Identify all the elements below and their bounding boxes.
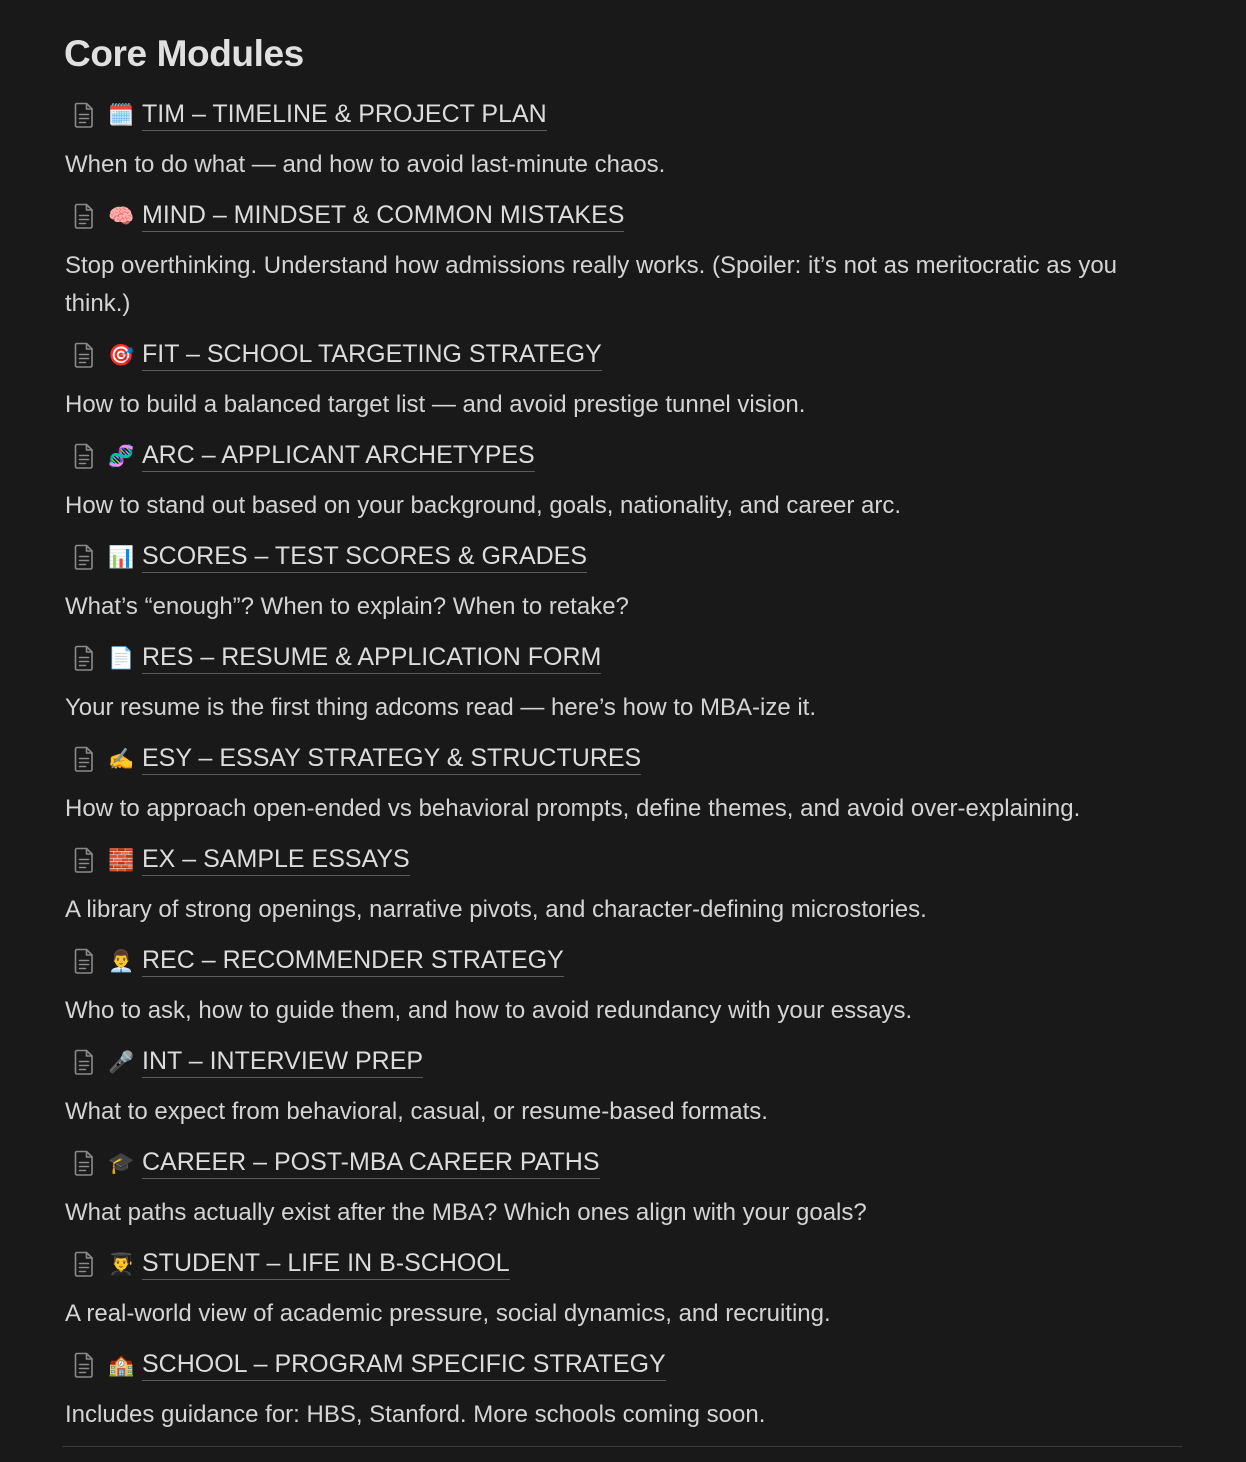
module-item — [64, 1340, 1182, 1441]
document-icon — [68, 440, 100, 472]
module-title[interactable]: INT – INTERVIEW PREP — [142, 1046, 423, 1078]
module-title[interactable]: CAREER – POST-MBA CAREER PATHS — [142, 1147, 600, 1179]
module-item — [64, 835, 1182, 936]
module-title[interactable]: SCORES – TEST SCORES & GRADES — [142, 541, 587, 573]
section-heading: Core Modules — [64, 33, 304, 74]
module-link[interactable] — [68, 1138, 1182, 1188]
module-description: Your resume is the first thing adcoms read — here’s how to MBA-ize it. — [65, 694, 816, 721]
module-description: Includes guidance for: HBS, Stanford. More schools coming soon. — [65, 1401, 766, 1428]
module-title[interactable]: REC – RECOMMENDER STRATEGY — [142, 945, 564, 977]
document-icon — [68, 1248, 100, 1280]
module-description: How to approach open-ended vs behavioral prompts, define themes, and avoid over-explaining. — [65, 795, 1081, 822]
module-description: How to stand out based on your background, goals, nationality, and career arc. — [65, 492, 902, 519]
module-item — [64, 90, 1182, 191]
module-link[interactable] — [68, 936, 1182, 986]
bricks-icon: 🧱 — [108, 848, 135, 872]
module-description: A library of strong openings, narrative pivots, and character-defining microstories. — [65, 896, 927, 923]
module-description: How to build a balanced target list — and avoid prestige tunnel vision. — [65, 391, 806, 418]
document-icon — [68, 99, 100, 131]
document-icon — [68, 339, 100, 371]
module-item — [64, 1239, 1182, 1340]
office-worker-icon: 👨‍💼 — [108, 949, 135, 973]
bar-chart-icon: 📊 — [108, 545, 135, 569]
document-icon — [68, 1147, 100, 1179]
module-link[interactable] — [68, 1037, 1182, 1087]
module-title[interactable]: STUDENT – LIFE IN B-SCHOOL — [142, 1248, 510, 1280]
module-item — [64, 431, 1182, 532]
document-icon — [68, 1046, 100, 1078]
writing-hand-icon: ✍️ — [108, 747, 135, 771]
module-item — [64, 532, 1182, 633]
module-title[interactable]: FIT – SCHOOL TARGETING STRATEGY — [142, 339, 602, 371]
module-item — [64, 1138, 1182, 1239]
module-description: When to do what — and how to avoid last-minute chaos. — [65, 151, 666, 178]
module-description: What to expect from behavioral, casual, or resume-based formats. — [65, 1098, 768, 1125]
module-link[interactable] — [68, 532, 1182, 582]
document-icon — [68, 541, 100, 573]
module-link[interactable] — [68, 734, 1182, 784]
module-title[interactable]: TIM – TIMELINE & PROJECT PLAN — [142, 99, 547, 131]
microphone-icon: 🎤 — [108, 1050, 135, 1074]
module-item — [64, 734, 1182, 835]
module-item — [64, 633, 1182, 734]
divider — [62, 1446, 1182, 1447]
target-icon: 🎯 — [108, 343, 135, 367]
dna-icon: 🧬 — [108, 444, 135, 468]
school-icon: 🏫 — [108, 1353, 135, 1377]
module-link[interactable] — [68, 191, 1182, 241]
student-icon: 👨‍🎓 — [108, 1252, 135, 1276]
module-title[interactable]: SCHOOL – PROGRAM SPECIFIC STRATEGY — [142, 1349, 666, 1381]
module-link[interactable] — [68, 90, 1182, 140]
module-title[interactable]: MIND – MINDSET & COMMON MISTAKES — [142, 200, 624, 232]
graduation-cap-icon: 🎓 — [108, 1151, 135, 1175]
brain-icon: 🧠 — [108, 204, 135, 228]
module-link[interactable] — [68, 1340, 1182, 1390]
module-link[interactable] — [68, 330, 1182, 380]
document-icon — [68, 642, 100, 674]
module-description: What paths actually exist after the MBA? Which ones align with your goals? — [65, 1199, 867, 1226]
module-title[interactable]: EX – SAMPLE ESSAYS — [142, 844, 410, 876]
page-icon: 📄 — [108, 646, 135, 670]
module-description: What’s “enough”? When to explain? When to retake? — [65, 593, 629, 620]
module-link[interactable] — [68, 431, 1182, 481]
module-description: A real-world view of academic pressure, social dynamics, and recruiting. — [65, 1300, 831, 1327]
document-icon — [68, 1349, 100, 1381]
module-description: Who to ask, how to guide them, and how to avoid redundancy with your essays. — [65, 997, 913, 1024]
modules-list — [64, 90, 1182, 1441]
document-icon — [68, 200, 100, 232]
module-item — [64, 936, 1182, 1037]
document-icon — [68, 743, 100, 775]
document-icon — [68, 945, 100, 977]
calendar-icon: 🗓️ — [108, 103, 135, 127]
module-item — [64, 1037, 1182, 1138]
document-icon — [68, 844, 100, 876]
module-item — [64, 191, 1182, 330]
module-link[interactable] — [68, 1239, 1182, 1289]
module-title[interactable]: ARC – APPLICANT ARCHETYPES — [142, 440, 535, 472]
module-description: Stop overthinking. Understand how admissions really works. (Spoiler: it’s not as meritocratic as you think.) — [65, 252, 1118, 317]
module-item — [64, 330, 1182, 431]
module-link[interactable] — [68, 835, 1182, 885]
module-title[interactable]: RES – RESUME & APPLICATION FORM — [142, 642, 601, 674]
module-link[interactable] — [68, 633, 1182, 683]
module-title[interactable]: ESY – ESSAY STRATEGY & STRUCTURES — [142, 743, 641, 775]
